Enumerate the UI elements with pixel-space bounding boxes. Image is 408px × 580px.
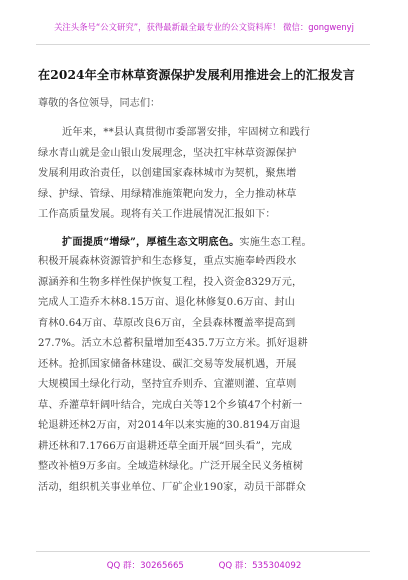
section-sub-item: 实施生态工程。: [239, 236, 312, 248]
paragraph-line: 工作高质量发展。现将有关工作进展情况汇报如下：: [38, 209, 276, 220]
footer-contact: [0, 555, 408, 577]
section-heading: 扩面提质“增绿”，厚植生态文明底色。: [62, 235, 240, 248]
paragraph-line: 积极开展森林资源管护和生态修复，重点实施奉岭西段水: [38, 256, 297, 267]
qq-group-1: QQ 群：30265665: [106, 561, 184, 571]
header-divider: [36, 44, 370, 45]
footer-divider: [36, 551, 370, 552]
paragraph-line: 轮退耕还林2万亩，对2014年以来实施的30.8194万亩退: [38, 420, 301, 431]
paragraph-line: 完成人工造乔木林8.15万亩、退化林修复0.6万亩、封山: [38, 297, 296, 308]
paragraph-line: 大规模国土绿化行动，坚持宜乔则乔、宜灌则灌、宜草则: [38, 379, 297, 390]
paragraph-line: 绿、护绿、管绿、用绿精准施策靶向发力，全力推动林草: [38, 188, 297, 200]
paragraph-line: 育林0.64万亩、草原改良6万亩，全县森林覆盖率提高到: [38, 317, 296, 329]
paragraph-line: 源涵养和生物多样性保护恢复工程，投入资金8329万元，: [38, 276, 303, 288]
paragraph-line: 活动，组织机关事业单位、厂矿企业190家，动员干部群众: [38, 481, 306, 493]
paragraph-line: 还林。抢抓国家储备林建设、碳汇交易等发展机遇，开展: [38, 358, 297, 370]
greeting: 尊敬的各位领导，同志们：: [38, 98, 161, 109]
paragraph-line: 耕还林和7.1766万亩退耕还草全面开展“回头看”，完成: [38, 440, 293, 452]
qq-group-2: QQ 群：535304092: [218, 561, 302, 571]
document-title: 在2024年全市林草资源保护发展利用推进会上的汇报发言: [38, 68, 355, 82]
paragraph-line: 草、乔灌草轩阔叶结合，完成白关等12个乡镇47个村新一: [38, 399, 303, 411]
paragraph-line: [38, 232, 368, 253]
document-body: [38, 123, 368, 498]
paragraph-line: 近年来，**县认真贯彻市委部署安排，牢固树立和践行: [62, 127, 311, 138]
paragraph-line: 整改补植9万多亩。全域造林绿化。广泛开展全民义务植树: [38, 461, 304, 472]
header-notice: 关注头条号“公文研究”，获得最新最全最专业的公文资料库！ 微信：gongwenyj: [54, 22, 354, 32]
paragraph-line: 发展利用政治责任，以创建国家森林城市为契机，聚焦增: [38, 168, 297, 179]
paragraph-line: 27.7%。活立木总蓄积量增加至435.7万立方米。抓好退耕: [38, 338, 308, 349]
paragraph-line: 绿水青山就是金山银山发展理念，坚决扛牢林草资源保护: [38, 147, 297, 159]
